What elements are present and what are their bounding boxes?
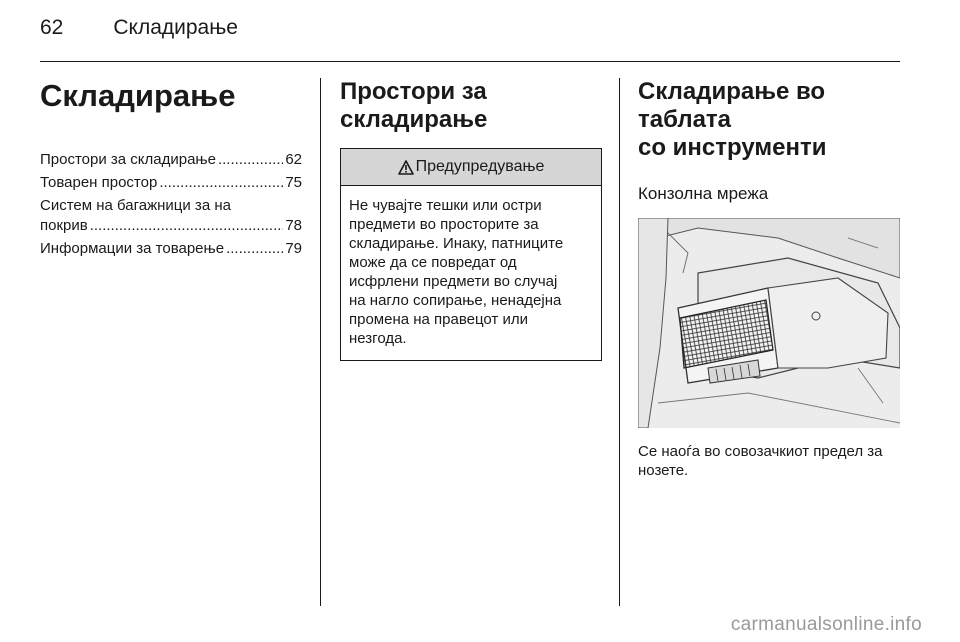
toc-leader-dots <box>159 173 283 193</box>
toc-entry-label-line1: Систем на багажници за на <box>40 197 231 214</box>
section-title-instrument-panel: Складирање во таблата со инструменти <box>638 78 827 161</box>
page-header <box>40 16 238 46</box>
running-section-title: Складирање <box>113 16 238 39</box>
chapter-title: Складирање <box>40 78 236 113</box>
column-divider-1 <box>320 78 321 606</box>
column-divider-2 <box>619 78 620 606</box>
warning-triangle-icon <box>398 160 414 175</box>
warning-box <box>340 148 602 361</box>
chapter-toc <box>40 150 302 259</box>
instrument-panel-column <box>638 78 900 480</box>
toc-entry-loading-information[interactable] <box>40 239 302 259</box>
page-number: 62 <box>40 16 64 39</box>
toc-entry-label: Простори за складирање <box>40 151 216 168</box>
toc-entry-page: 75 <box>285 174 302 191</box>
toc-entry-label: Информации за товарење <box>40 240 225 257</box>
header-rule <box>40 61 900 62</box>
storage-column <box>340 78 602 361</box>
section-title-storage: Простори за складирање <box>340 78 488 133</box>
site-watermark: carmanualsonline.info <box>730 614 922 635</box>
console-net-drawing <box>638 218 900 428</box>
toc-entry-storage-compartments[interactable] <box>40 150 302 170</box>
toc-leader-dots <box>226 239 283 259</box>
subsection-title-console-net: Конзолна мрежа <box>638 184 769 203</box>
toc-entry-page: 62 <box>285 151 302 168</box>
toc-entry-load-compartment[interactable] <box>40 173 302 193</box>
console-net-illustration <box>638 218 900 428</box>
toc-entry-label: покрив <box>40 217 88 234</box>
warning-text: Не чувајте тешки или остри предмети во просторите за складирање. Инаку, патниците може да се повредат од исфрлени предмети во случај на нагло сопирање, ненадејна промена на правецот или незгода. <box>349 197 564 347</box>
chapter-column <box>40 78 302 259</box>
toc-entry-page: 78 <box>285 217 302 234</box>
toc-entry-page: 79 <box>285 240 302 257</box>
toc-leader-dots <box>90 216 284 236</box>
figure-caption: Се наоѓа во совозачкиот предел за нозете. <box>638 443 883 479</box>
toc-entry-label: Товарен простор <box>40 174 158 191</box>
toc-leader-dots <box>218 150 283 170</box>
warning-heading: Предупредување <box>415 158 545 175</box>
toc-entry-roof-rack[interactable] <box>40 196 302 236</box>
warning-header <box>341 149 601 186</box>
